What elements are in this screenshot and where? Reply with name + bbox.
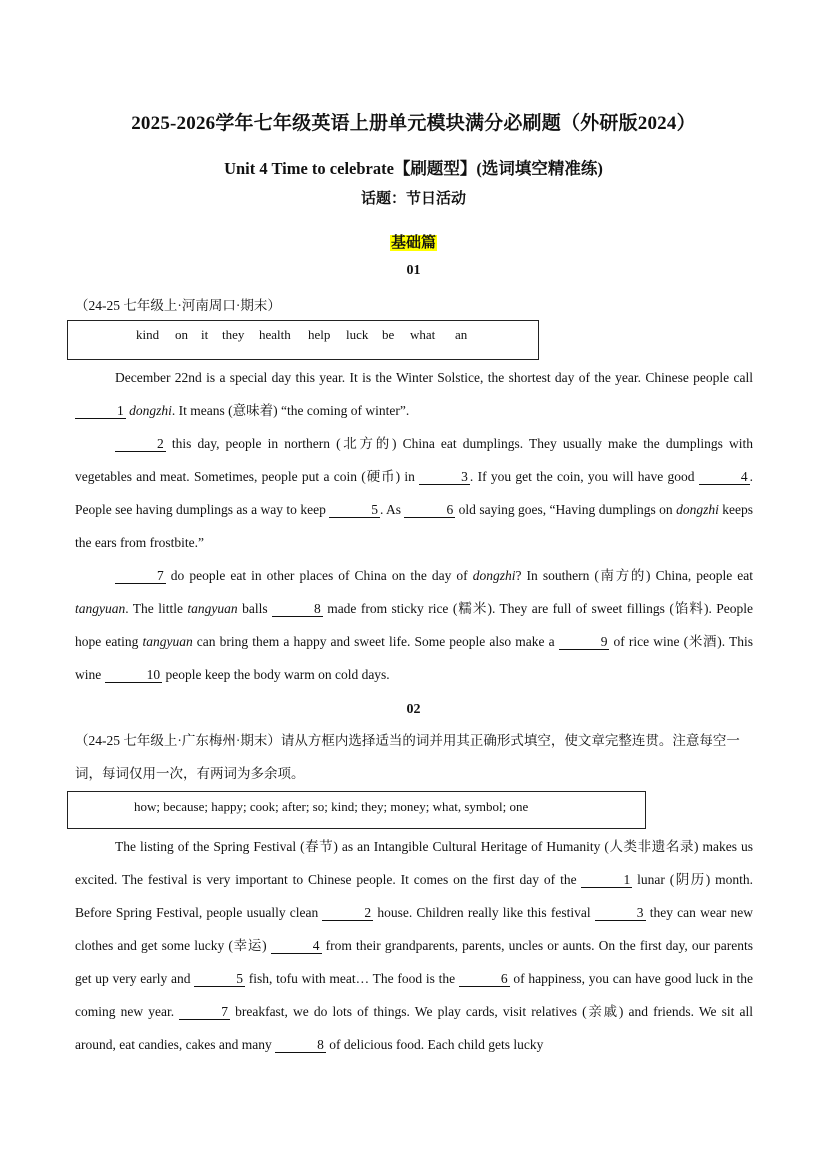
paragraph bbox=[75, 830, 753, 1061]
section-heading bbox=[0, 231, 827, 252]
blank[interactable]: 10 bbox=[105, 668, 163, 683]
text-run: The listing of the Spring Festival (春节) as an Intangible Cultural Heritage of Humanity (人类非遗名录) makes us excited. The festival is very important to Chinese people. It comes on the first day of the bbox=[75, 839, 753, 887]
word-box-01 bbox=[67, 320, 539, 360]
word-options: how; because; happy; cook; after; so; kind; they; money; what, symbol; one bbox=[134, 799, 529, 814]
document-title: 2025-2026学年七年级英语上册单元模块满分必刷题（外研版2024） bbox=[131, 113, 696, 134]
document-subtitle: Unit 4 Time to celebrate【刷题型】(选词填空精准练) bbox=[224, 159, 603, 178]
section-label: 基础篇 bbox=[390, 235, 436, 251]
blank[interactable]: 5 bbox=[329, 503, 380, 518]
text-run: they can wear new clothes and get some lucky (幸运) bbox=[75, 905, 753, 953]
text-run: keeps the ears from frostbite.” bbox=[75, 502, 753, 550]
text-run: breakfast, we do lots of things. We play cards, visit relatives (亲戚) and friends. We sit all around, eat candies, cakes and many bbox=[75, 1004, 753, 1052]
blank[interactable]: 7 bbox=[115, 569, 166, 584]
word-box-02 bbox=[67, 791, 646, 829]
paragraph bbox=[75, 427, 753, 559]
exercise-source-01: （24-25 七年级上·河南周口·期末） bbox=[75, 298, 281, 313]
exercise-source-02: （24-25 七年级上·广东梅州·期末）请从方框内选择适当的词并用其正确形式填空，使文章完整连贯。注意每空一词，每词仅用一次，有两词为多余项。 bbox=[75, 733, 740, 781]
word-option: luck bbox=[346, 327, 369, 342]
paragraph bbox=[75, 559, 753, 691]
text-run: of rice wine (米酒). This wine bbox=[75, 634, 754, 682]
blank[interactable]: 2 bbox=[115, 437, 166, 452]
word-option: help bbox=[308, 327, 331, 342]
paragraph bbox=[75, 361, 753, 427]
blank[interactable]: 4 bbox=[699, 470, 750, 485]
word-option: it bbox=[201, 327, 209, 342]
text-run: made from sticky rice (糯米). They are full of sweet fillings (馅料). People hope eating bbox=[75, 601, 754, 649]
text-run: fish, tofu with meat… The food is the bbox=[244, 971, 459, 986]
word-option: health bbox=[259, 327, 291, 342]
text-run: from their grandparents, parents, uncles or aunts. On the first day, our parents get up very early and bbox=[75, 938, 753, 986]
text-run: people keep the body warm on cold days. bbox=[162, 667, 390, 682]
blank[interactable]: 1 bbox=[75, 404, 126, 419]
word-option: an bbox=[455, 327, 468, 342]
passage-01 bbox=[75, 361, 753, 691]
text-run: . If you get the coin, you will have good bbox=[469, 469, 699, 484]
word-option: be bbox=[382, 327, 395, 342]
blank[interactable]: 7 bbox=[179, 1005, 230, 1020]
text-run: can bring them a happy and sweet life. Some people also make a bbox=[192, 634, 559, 649]
blank[interactable]: 4 bbox=[271, 939, 322, 954]
text-run: balls bbox=[237, 601, 273, 616]
text-run: December 22nd is a special day this year. It is the Winter Solstice, the shortest day of the year. Chinese people call bbox=[115, 370, 753, 385]
text-run: dongzhi bbox=[129, 403, 172, 418]
exercise-number-02: 02 bbox=[406, 702, 421, 717]
text-run: tangyuan bbox=[75, 601, 126, 616]
blank[interactable]: 9 bbox=[559, 635, 610, 650]
text-run: . As bbox=[380, 502, 405, 517]
text-run: dongzhi bbox=[472, 568, 516, 583]
text-run: of delicious food. Each child gets lucky bbox=[325, 1037, 544, 1052]
blank[interactable]: 6 bbox=[459, 972, 510, 987]
exercise-number-01: 01 bbox=[406, 263, 421, 278]
word-option: kind bbox=[136, 327, 160, 342]
blank[interactable]: 5 bbox=[194, 972, 245, 987]
text-run: . The little bbox=[125, 601, 188, 616]
word-option: what bbox=[410, 327, 436, 342]
blank[interactable]: 1 bbox=[581, 873, 632, 888]
topic-line: 话题：节日活动 bbox=[360, 191, 466, 207]
text-run: house. Children really like this festival bbox=[373, 905, 595, 920]
text-run: lunar (阴历) month. Before Spring Festival, people usually clean bbox=[75, 872, 754, 920]
text-run: do people eat in other places of China on the day of bbox=[165, 568, 473, 583]
blank[interactable]: 3 bbox=[419, 470, 470, 485]
word-option: on bbox=[175, 327, 188, 342]
blank[interactable]: 8 bbox=[275, 1038, 326, 1053]
word-option: they bbox=[222, 327, 245, 342]
text-run: ? In southern (南方的) China, people eat bbox=[515, 568, 753, 583]
blank[interactable]: 2 bbox=[322, 906, 373, 921]
passage-02 bbox=[75, 830, 753, 1061]
blank[interactable]: 8 bbox=[272, 602, 323, 617]
text-run: old saying goes, “Having dumplings on bbox=[455, 502, 677, 517]
blank[interactable]: 6 bbox=[404, 503, 455, 518]
text-run: dongzhi bbox=[676, 502, 719, 517]
text-run: of happiness, you can have good luck in the coming new year. bbox=[75, 971, 753, 1019]
text-run: tangyuan bbox=[142, 634, 193, 649]
text-run: tangyuan bbox=[187, 601, 238, 616]
text-run: this day, people in northern (北方的) China eat dumplings. They usually make the dumplings with vegetables and meat. Sometimes, people put a coin (硬币) in bbox=[75, 436, 753, 484]
text-run: . It means (意味着) “the coming of winter”. bbox=[171, 403, 410, 418]
text-run: . People see having dumplings as a way to keep bbox=[75, 469, 753, 517]
blank[interactable]: 3 bbox=[595, 906, 646, 921]
